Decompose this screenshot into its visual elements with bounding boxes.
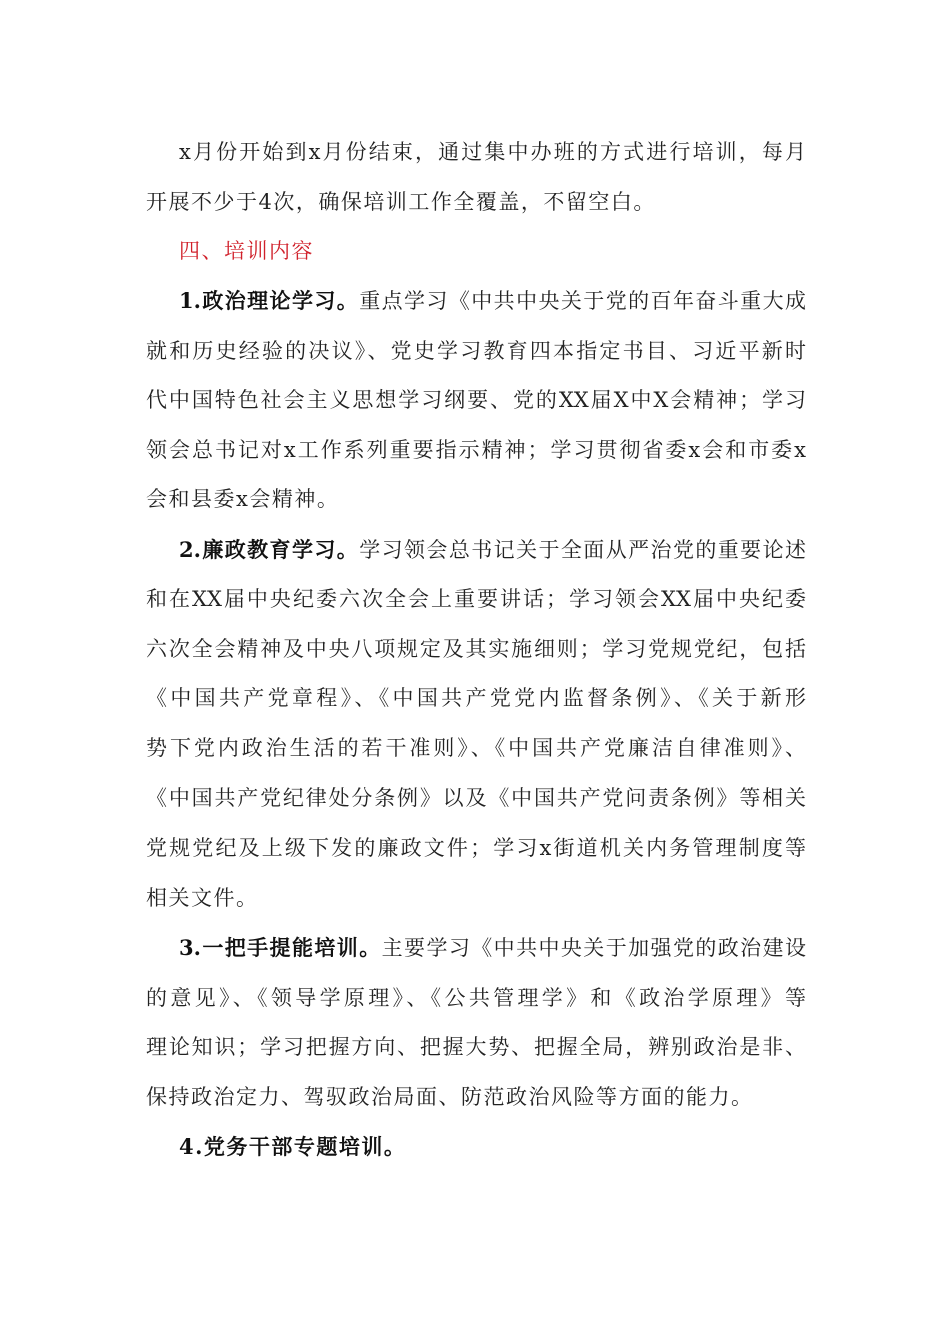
item-1-title: 1.政治理论学习。 xyxy=(179,288,360,313)
section-heading: 四、培训内容 xyxy=(179,239,314,263)
paragraph-line: 相关文件。 xyxy=(146,886,259,910)
paragraph-line: 《中国共产党章程》、《中国共产党党内监督条例》、《关于新形 xyxy=(146,686,806,710)
paragraph-line: 党规党纪及上级下发的廉政文件；学习x街道机关内务管理制度等 xyxy=(146,836,806,860)
paragraph-line: 势下党内政治生活的若干准则》、《中国共产党廉洁自律准则》、 xyxy=(146,736,806,760)
item-3-title: 3.一把手提能培训。 xyxy=(179,935,382,960)
paragraph-line: 《中国共产党纪律处分条例》以及《中国共产党问责条例》等相关 xyxy=(146,786,806,810)
paragraph-line: 六次全会精神及中央八项规定及其实施细则；学习党规党纪，包括 xyxy=(146,637,806,661)
paragraph-line: 会和县委x会精神。 xyxy=(146,487,340,511)
item-4-title: 4.党务干部专题培训。 xyxy=(179,1134,407,1159)
item-1-text: 重点学习《中共中央关于党的百年奋斗重大成 xyxy=(359,289,806,313)
paragraph-line: 保持政治定力、驾驭政治局面、防范政治风险等方面的能力。 xyxy=(146,1085,754,1109)
paragraph-line: x月份开始到x月份结束，通过集中办班的方式进行培训，每月 xyxy=(179,140,806,164)
paragraph-line: 开展不少于4次，确保培训工作全覆盖，不留空白。 xyxy=(146,190,656,214)
paragraph-line: 就和历史经验的决议》、党史学习教育四本指定书目、习近平新时 xyxy=(146,339,806,363)
paragraph-line: 和在XX届中央纪委六次全会上重要讲话；学习领会XX届中央纪委 xyxy=(146,587,806,611)
item-2-text: 学习领会总书记关于全面从严治党的重要论述 xyxy=(359,538,806,562)
item-1-line xyxy=(179,286,806,316)
item-2-title: 2.廉政教育学习。 xyxy=(179,537,360,562)
paragraph-line: 的意见》、《领导学原理》、《公共管理学》和《政治学原理》等 xyxy=(146,986,806,1010)
paragraph-line: 理论知识；学习把握方向、把握大势、把握全局，辨别政治是非、 xyxy=(146,1035,806,1059)
item-4-line xyxy=(179,1132,806,1162)
item-3-text: 主要学习《中共中央关于加强党的政治建设 xyxy=(381,936,806,960)
paragraph-line: 代中国特色社会主义思想学习纲要、党的XX届X中X会精神；学习 xyxy=(146,388,806,412)
item-3-line xyxy=(179,933,806,963)
item-2-line xyxy=(179,535,806,565)
paragraph-line: 领会总书记对x工作系列重要指示精神；学习贯彻省委x会和市委x xyxy=(146,438,806,462)
